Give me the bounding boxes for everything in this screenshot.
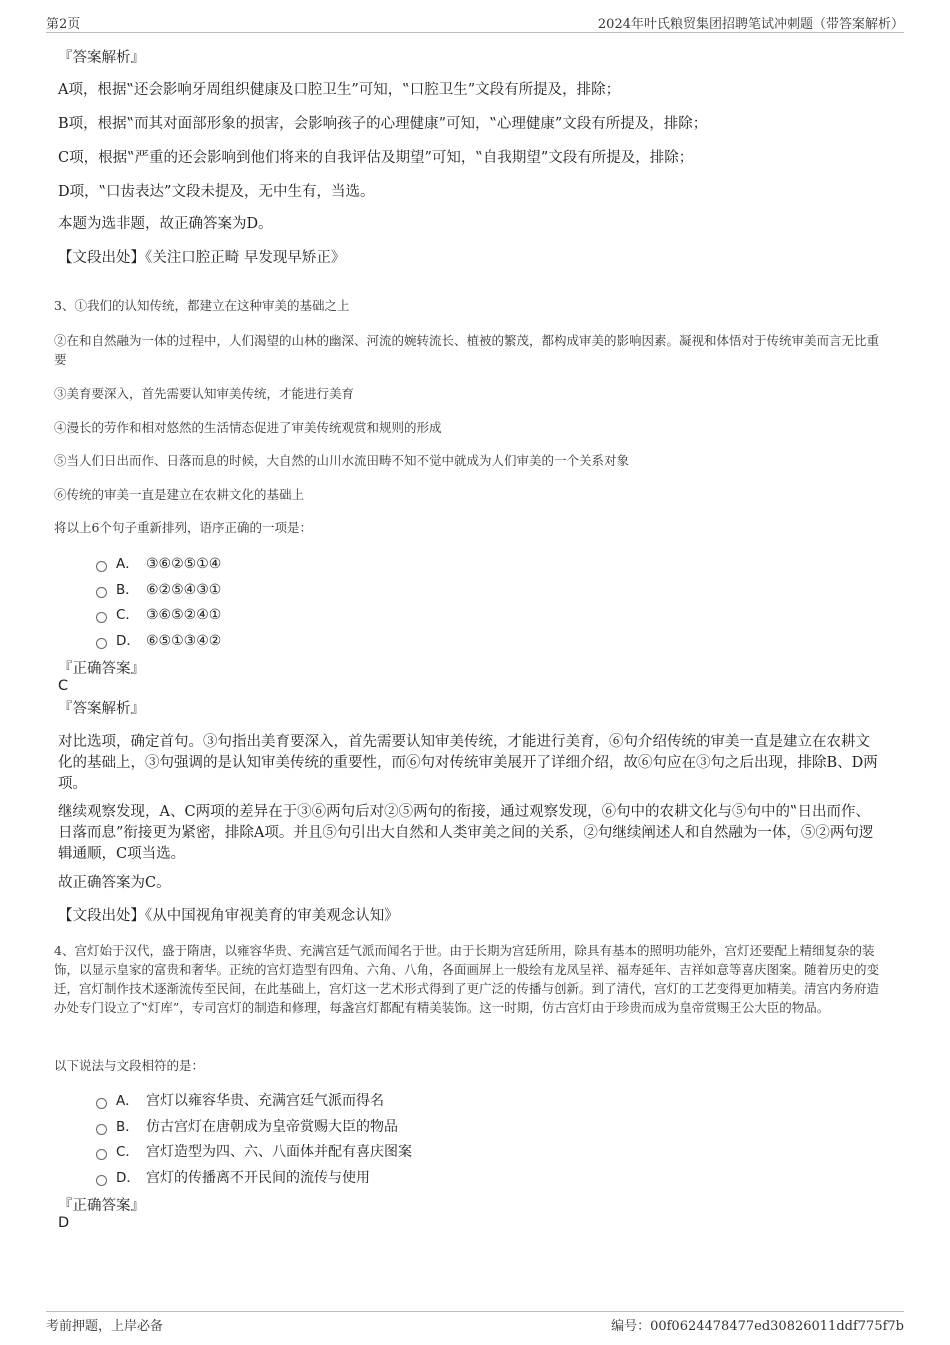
option-letter: B． [116,1119,139,1135]
radio-icon[interactable] [96,1124,107,1135]
option-letter: A． [116,556,139,572]
q3-option-d[interactable] [96,631,221,651]
q4-option-d[interactable] [96,1168,370,1188]
q3-sentence-4: ④漫长的劳作和相对悠然的生活情态促进了审美传统观赏和规则的形成 [54,420,442,435]
q4-answer-label: 『正确答案』 [58,1198,145,1214]
page-footer [46,1311,904,1334]
radio-icon[interactable] [96,638,107,649]
document-title: 2024年叶氏粮贸集团招聘笔试冲刺题（带答案解析） [597,17,904,32]
q3-option-b[interactable] [96,580,221,600]
q3-conclusion: 故正确答案为C。 [58,875,171,891]
footer-slogan: 考前押题，上岸必备 [46,1319,164,1334]
option-text: 宫灯造型为四、六、八面体并配有喜庆图案 [146,1144,412,1160]
q3-option-a[interactable] [96,554,221,574]
radio-icon[interactable] [96,1149,107,1160]
page-number: 第2页 [46,17,81,32]
option-letter: C． [116,607,139,623]
q3-option-c[interactable] [96,605,221,625]
q3-answer-label: 『正确答案』 [58,661,145,677]
q2-source: 【文段出处】《关注口腔正畸 早发现早矫正》 [58,250,346,266]
q2-analysis-label: 『答案解析』 [58,50,145,66]
q3-sentence-2: ②在和自然融为一体的过程中，人们渴望的山林的幽深、河流的婉转流长、植被的繁茂，都构成审美的影响因素。凝视和体悟对于传统审美而言无比重要 [54,333,880,367]
option-text: 宫灯以雍容华贵、充满宫廷气派而得名 [146,1093,384,1109]
option-text: ③⑥②⑤①④ [146,556,222,572]
document-id: 编号：00f0624478477ed30826011ddf775f7b [611,1319,904,1334]
option-text: ⑥②⑤④③① [146,582,222,598]
option-text: 仿古宫灯在唐朝成为皇帝赏赐大臣的物品 [146,1119,398,1135]
q4-option-b[interactable] [96,1117,398,1137]
page-header [46,12,904,33]
q3-answer: C [58,678,69,694]
radio-icon[interactable] [96,587,107,598]
option-text: ③⑥⑤②④① [146,607,222,623]
option-letter: C． [116,1144,139,1160]
radio-icon[interactable] [96,1098,107,1109]
q3-sentence-3: ③美育要深入，首先需要认知审美传统，才能进行美育 [54,386,355,401]
q4-option-c[interactable] [96,1142,412,1162]
q4-prompt: 以下说法与文段相符的是： [54,1058,205,1073]
q3-sentence-6: ⑥传统的审美一直是建立在农耕文化的基础上 [54,487,305,502]
radio-icon[interactable] [96,1175,107,1186]
q3-sentence-5: ⑤当人们日出而作、日落而息的时候，大自然的山川水流田畴不知不觉中就成为人们审美的一个关系对象 [54,453,630,468]
q3-analysis-p2: 继续观察发现，A、C两项的差异在于③⑥两句后对②⑤两句的衔接，通过观察发现，⑥句中的农耕文化与⑤句中的‟日出而作、日落而息”衔接更为紧密，排除A项。并且⑤句引出大自然和人类审美之间的关系，②句继续阐述人和自然融为一体，⑤②两句逻辑通顺，C项当选。 [58,804,874,862]
q4-passage: 4、宫灯始于汉代，盛于隋唐，以雍容华贵、充满宫廷气派而闻名于世。由于长期为宫廷所用，除具有基本的照明功能外，宫灯还要配上精细复杂的装饰，以显示皇家的富贵和奢华。正统的宫灯造型有四角、六角、八角，各面画屏上一般绘有龙凤呈祥、福寿延年、吉祥如意等喜庆图案。随着历史的变迁，宫灯制作技术逐渐流传至民间，在此基础上，宫灯这一艺术形式得到了更广泛的传播与创新。到了清代，宫灯的工艺变得更加精美。清宫内务府造办处专门设立了‟灯库”，专司宫灯的制造和修理，每盏宫灯都配有精美装饰。这一时期，仿古宫灯由于珍贵而成为皇帝赏赐王公大臣的物品。 [54,943,880,1015]
option-text: 宫灯的传播离不开民间的流传与使用 [146,1170,370,1186]
q4-answer: D [58,1215,70,1231]
option-letter: D． [116,633,140,649]
radio-icon[interactable] [96,561,107,572]
option-letter: D． [116,1170,140,1186]
q2-analysis-d: D项，‟口齿表达”文段未提及，无中生有，当选。 [58,184,375,200]
q3-sentence-1: 3、①我们的认知传统，都建立在这种审美的基础之上 [54,298,350,313]
radio-icon[interactable] [96,612,107,623]
option-letter: B． [116,582,139,598]
option-text: ⑥⑤①③④② [146,633,222,649]
q2-analysis-c: C项，根据‟严重的还会影响到他们将来的自我评估及期望”可知，‟自我期望”文段有所提及，排除； [58,150,694,166]
q3-analysis-label: 『答案解析』 [58,701,145,717]
q3-prompt: 将以上6个句子重新排列，语序正确的一项是： [54,520,312,535]
q4-option-a[interactable] [96,1091,384,1111]
q3-source: 【文段出处】《从中国视角审视美育的审美观念认知》 [58,908,399,924]
q2-analysis-b: B项，根据‟而其对面部形象的损害，会影响孩子的心理健康”可知，‟心理健康”文段有所提及，排除； [58,116,708,132]
q3-analysis-p1: 对比选项，确定首句。③句指出美育要深入，首先需要认知审美传统，才能进行美育，⑥句介绍传统的审美一直是建立在农耕文化的基础上，③句强调的是认知审美传统的重要性，而⑥句对传统审美展开了详细介绍，故⑥句应在③句之后出现，排除B、D两项。 [58,734,878,792]
q2-analysis-a: A项，根据‟还会影响牙周组织健康及口腔卫生”可知，‟口腔卫生”文段有所提及，排除； [58,82,621,98]
q2-conclusion: 本题为选非题，故正确答案为D。 [58,216,273,232]
option-letter: A． [116,1093,139,1109]
